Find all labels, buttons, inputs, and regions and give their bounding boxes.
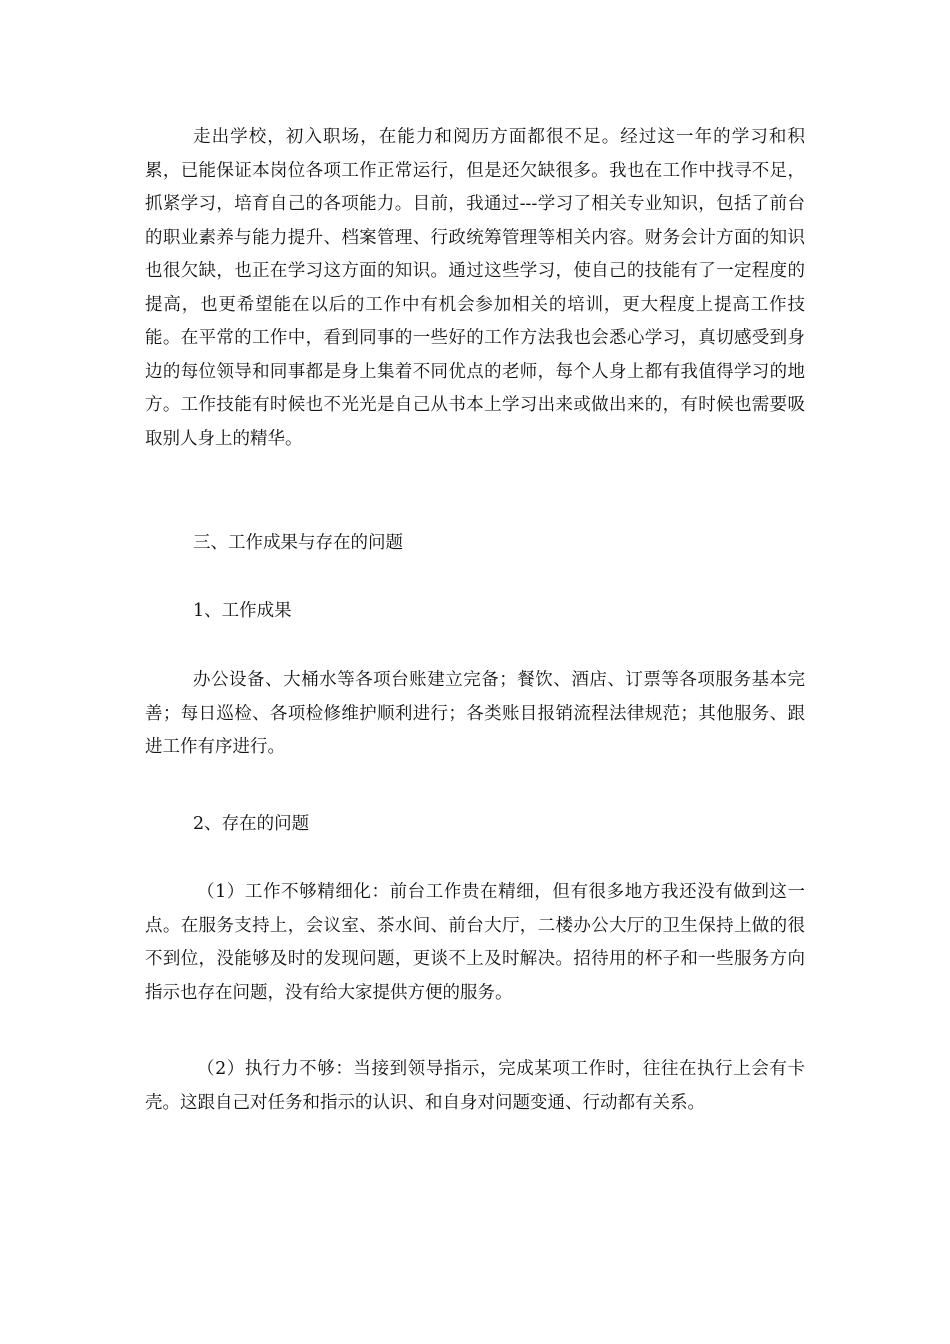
section-3-heading: 三、工作成果与存在的问题 [193,533,403,553]
issue-2-paragraph: （2）执行力不够：当接到领导指示，完成某项工作时，往往在执行上会有卡壳。这跟自己对任务和指示的认识、和自身对问题变通、行动都有关系。 [145,1059,805,1113]
issue-1-paragraph: （1）工作不够精细化：前台工作贵在精细，但有很多地方我还没有做到这一点。在服务支持上，会议室、茶水间、前台大厅，二楼办公大厅的卫生保持上做的很不到位，没能够及时的发现问题，更谈不上及时解决。招待用的杯子和一些服务方向指示也存在问题，没有给大家提供方便的服务。 [145,882,805,1003]
intro-paragraph: 走出学校，初入职场，在能力和阅历方面都很不足。经过这一年的学习和积累，已能保证本岗位各项工作正常运行，但是还欠缺很多。我也在工作中找寻不足，抓紧学习，培育自己的各项能力。目前，我通过---学习了相关专业知识，包括了前台的职业素养与能力提升、档案管理、行政统筹管理等相关内容。财务会计方面的知识也很欠缺，也正在学习这方面的知识。通过这些学习，使自己的技能有了一定程度的提高，也更希望能在以后的工作中有机会参加相关的培训，更大程度上提高工作技能。在平常的工作中，看到同事的一些好的工作方法我也会悉心学习，真切感受到身边的每位领导和同事都是身上集着不同优点的老师，每个人身上都有我值得学习的地方。工作技能有时候也不光光是自己从书本上学习出来或做出来的，有时候也需要吸取别人身上的精华。 [145,127,805,449]
subsection-2-heading: 2、存在的问题 [193,814,310,834]
results-paragraph: 办公设备、大桶水等各项台账建立完备；餐饮、酒店、订票等各项服务基本完善；每日巡检、各项检修维护顺利进行；各类账目报销流程法律规范；其他服务、跟进工作有序进行。 [145,670,805,757]
subsection-1-heading: 1、工作成果 [193,601,292,621]
